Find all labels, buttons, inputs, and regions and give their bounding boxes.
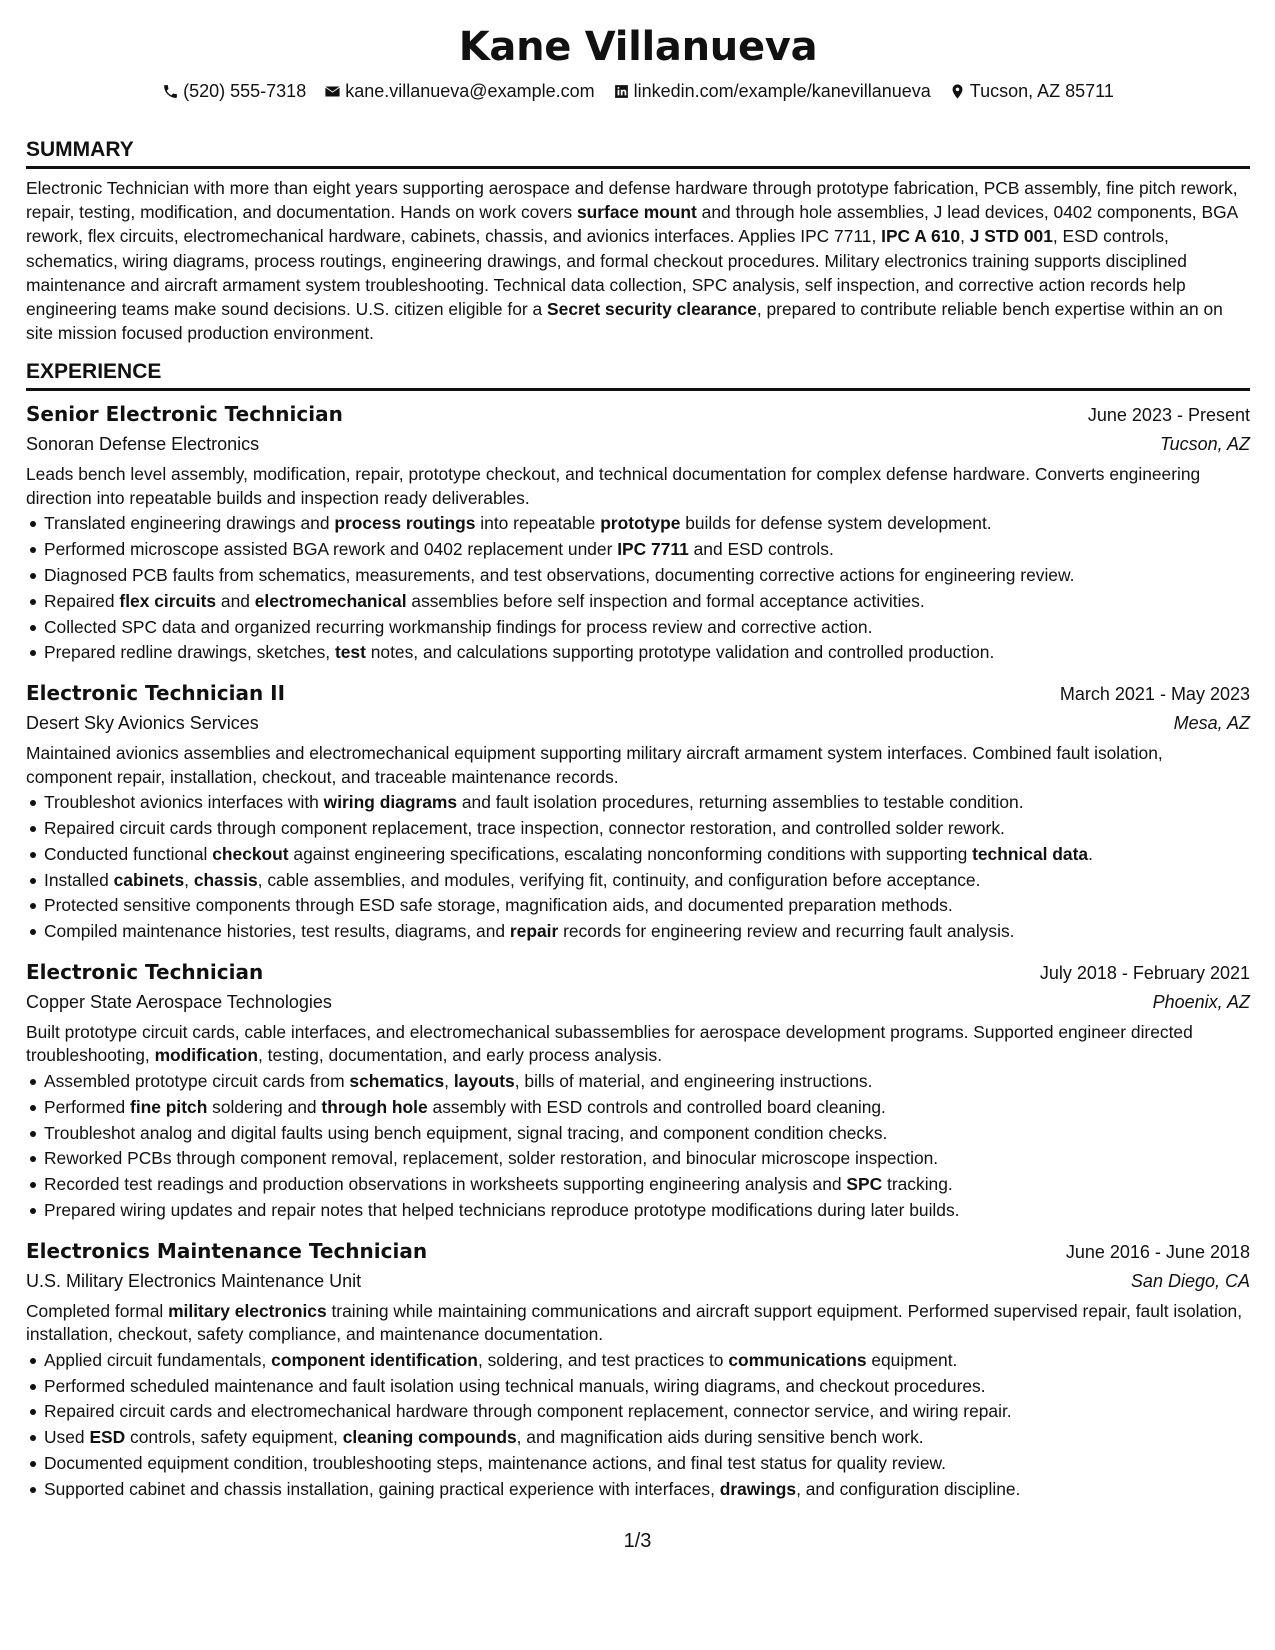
text-run: , [960, 226, 970, 247]
resume-page [26, 20, 1250, 1503]
text-run: training while maintaining communications and aircraft support equipment. Performed supervised repair, fault isolation, installation, checkout, safety compliance, and maintenance documentation. [26, 1300, 1243, 1345]
text-run: , and magnification aids during sensitive bench work. [516, 1427, 924, 1448]
bold-text: electromechanical [254, 590, 407, 611]
job-location: Tucson, AZ [1159, 434, 1250, 455]
text-run: Repaired circuit cards and electromechanical hardware through component replacement, connector service, and wiring repair. [44, 1401, 1012, 1422]
job-entry [26, 957, 1250, 1224]
job-bullets [26, 790, 1250, 945]
bold-text: process routings [334, 513, 476, 534]
text-run: equipment. [866, 1349, 958, 1370]
text-run: . [1088, 843, 1093, 864]
candidate-name: Kane Villanueva [458, 24, 818, 70]
job-location: San Diego, CA [1130, 1270, 1250, 1291]
bullet-item [44, 1348, 1250, 1374]
text-run: Installed [44, 869, 114, 890]
experience-list [26, 399, 1250, 1502]
bold-text: checkout [212, 843, 289, 864]
bullet-item [44, 1095, 1250, 1121]
text-run: , and configuration discipline. [796, 1478, 1021, 1499]
phone-text: (520) 555-7318 [183, 81, 307, 101]
envelope-icon [324, 83, 341, 100]
job-company: Sonoran Defense Electronics [26, 434, 260, 455]
bullet-item [44, 1425, 1250, 1451]
job-entry [26, 1236, 1250, 1503]
bold-text: technical data [972, 843, 1089, 864]
bullet-item [44, 589, 1250, 615]
text-run: records for engineering review and recurring fault analysis. [558, 921, 1015, 942]
job-company: Desert Sky Avionics Services [26, 713, 259, 734]
job-description [26, 1300, 1250, 1347]
linkedin-icon [613, 83, 630, 100]
text-run: , cable assemblies, and modules, verifying fit, continuity, and configuration before acceptance. [257, 869, 981, 890]
text-run: Repaired [44, 590, 120, 611]
text-run: against engineering specifications, escalating nonconforming conditions with supporting [288, 843, 973, 864]
bullet-item [44, 842, 1250, 868]
text-run: Troubleshot analog and digital faults using bench equipment, signal tracing, and component condition checks. [44, 1122, 888, 1143]
job-dates: March 2021 - May 2023 [1059, 684, 1250, 705]
bullet-item [44, 868, 1250, 894]
job-title: Electronic Technician II [26, 681, 286, 706]
job-title: Electronics Maintenance Technician [26, 1238, 428, 1263]
phone-icon [162, 83, 179, 100]
job-entry [26, 678, 1250, 945]
text-run: Performed microscope assisted BGA rework and 0402 replacement under [44, 539, 618, 560]
text-run: builds for defense system development. [680, 513, 992, 534]
text-run: Maintained avionics assemblies and electromechanical equipment supporting military aircraft armament system interfaces. Combined fault isolation, component repair, installation, checkout, and traceable maintenance records. [26, 743, 1163, 787]
text-run: notes, and calculations supporting prototype validation and controlled production. [365, 642, 995, 663]
text-run: Troubleshot avionics interfaces with [44, 792, 324, 813]
job-location: Mesa, AZ [1173, 713, 1250, 734]
bullet-item [44, 615, 1250, 641]
bold-text: Secret security clearance [547, 299, 757, 320]
text-run: Prepared redline drawings, sketches, [44, 642, 335, 663]
job-bullets [26, 1069, 1250, 1224]
bold-text: prototype [600, 513, 681, 534]
text-run: Completed formal [26, 1300, 169, 1321]
text-run: tracking. [882, 1174, 953, 1195]
bold-text: cabinets [113, 869, 185, 890]
bold-text: repair [509, 921, 559, 942]
page-number: 1/3 [623, 1530, 652, 1552]
experience-heading: EXPERIENCE [26, 359, 1250, 391]
text-run: , testing, documentation, and early process analysis. [257, 1045, 663, 1066]
bold-text: chassis [193, 869, 258, 890]
job-bullets [26, 511, 1250, 666]
text-run: Electronic Technician with more than eight years supporting aerospace and defense hardware through prototype fabrication, PCB assembly, fine pitch rework, repair, testing, modification, and documentation. Hands on work covers [26, 178, 1238, 223]
bullet-item [44, 1374, 1250, 1400]
text-run: and ESD controls. [688, 539, 834, 560]
job-bullets [26, 1348, 1250, 1503]
bullet-item [44, 1399, 1250, 1425]
bold-text: modification [154, 1045, 258, 1066]
bullet-item [44, 640, 1250, 666]
bold-text: IPC 7711 [617, 539, 689, 560]
text-run: Built prototype circuit cards, cable interfaces, and electromechanical subassemblies for aerospace development programs. Supported engineer directed troubleshooting, [26, 1021, 1193, 1066]
contact-bar [26, 78, 1250, 104]
job-dates: July 2018 - February 2021 [1039, 962, 1250, 983]
bold-text: cleaning compounds [342, 1427, 517, 1448]
job-dates: June 2023 - Present [1087, 405, 1250, 426]
map-pin-icon [949, 83, 966, 100]
bullet-item [44, 1451, 1250, 1477]
bold-text: IPC A 610 [881, 226, 961, 247]
summary-heading: SUMMARY [26, 137, 1250, 169]
text-run: controls, safety equipment, [125, 1427, 343, 1448]
text-run: , [184, 869, 194, 890]
bold-text: communications [728, 1349, 867, 1370]
bullet-item [44, 893, 1250, 919]
bold-text: flex circuits [119, 590, 217, 611]
job-dates: June 2016 - June 2018 [1065, 1241, 1250, 1262]
bold-text: layouts [453, 1070, 515, 1091]
bullet-item [44, 511, 1250, 537]
job-entry [26, 399, 1250, 666]
location-text: Tucson, AZ 85711 [969, 81, 1114, 101]
job-company: Copper State Aerospace Technologies [26, 991, 332, 1012]
text-run: assemblies before self inspection and formal acceptance activities. [406, 590, 925, 611]
text-run: Conducted functional [44, 843, 213, 864]
text-run: , bills of material, and engineering instructions. [514, 1070, 873, 1091]
bullet-item [44, 816, 1250, 842]
bold-text: military electronics [168, 1300, 327, 1321]
text-run: Applied circuit fundamentals, [44, 1349, 272, 1370]
bold-text: drawings [719, 1478, 797, 1499]
contact-phone[interactable] [162, 78, 306, 104]
bold-text: schematics [349, 1070, 445, 1091]
text-run: Supported cabinet and chassis installation, gaining practical experience with interfaces, [44, 1478, 720, 1499]
text-run: Compiled maintenance histories, test results, diagrams, and [44, 921, 510, 942]
bullet-item [44, 1069, 1250, 1095]
bullet-item [44, 919, 1250, 945]
text-run: , prepared to contribute reliable bench expertise within an on site mission focused production environment. [26, 299, 1223, 344]
bold-text: ESD [89, 1427, 126, 1448]
job-description [26, 463, 1250, 510]
text-run: Used [44, 1427, 90, 1448]
bold-text: J STD 001 [969, 226, 1053, 247]
bold-text: SPC [846, 1174, 883, 1195]
job-title: Senior Electronic Technician [26, 402, 343, 427]
bullet-item [44, 790, 1250, 816]
text-run: Performed scheduled maintenance and fault isolation using technical manuals, wiring diagrams, and checkout procedures. [44, 1375, 986, 1396]
text-run: Assembled prototype circuit cards from [44, 1070, 350, 1091]
text-run: Performed [44, 1096, 131, 1117]
text-run: Leads bench level assembly, modification, repair, prototype checkout, and technical documentation for complex defense hardware. Converts engineering direction into repeatable builds and inspection ready deliverables. [26, 464, 1201, 508]
contact-location [949, 78, 1114, 104]
text-run: Prepared wiring updates and repair notes that helped technicians reproduce prototype modifications during later builds. [44, 1199, 960, 1220]
bullet-item [44, 1121, 1250, 1147]
text-run: Translated engineering drawings and [44, 513, 335, 534]
bullet-item [44, 1172, 1250, 1198]
bullet-item [44, 563, 1250, 589]
text-run: Collected SPC data and organized recurring workmanship findings for process review and corrective action. [44, 616, 873, 637]
job-description [26, 742, 1250, 789]
bold-text: surface mount [577, 202, 697, 223]
bullet-item [44, 1477, 1250, 1503]
bold-text: wiring diagrams [323, 792, 458, 813]
bullet-item [44, 1146, 1250, 1172]
bullet-item [44, 537, 1250, 563]
text-run: Diagnosed PCB faults from schematics, measurements, and test observations, documenting corrective actions for engineering review. [44, 565, 1075, 586]
text-run: , ESD controls, schematics, wiring diagrams, process routings, engineering drawings, and formal checkout procedures. Military electronics training supports disciplined maintenance and aircraft armament system troubleshooting. Technical data collection, SPC analysis, self inspection, and corrective action records help engineering teams make sound decisions. U.S. citizen eligible for a [26, 226, 1187, 320]
text-run: Documented equipment condition, troubleshooting steps, maintenance actions, and final test status for quality review. [44, 1452, 946, 1473]
linkedin-text: linkedin.com/example/kanevillanueva [633, 81, 931, 101]
text-run: assembly with ESD controls and controlled board cleaning. [427, 1096, 886, 1117]
text-run: Recorded test readings and production observations in worksheets supporting engineering analysis and [44, 1174, 847, 1195]
text-run: Reworked PCBs through component removal, replacement, solder restoration, and binocular microscope inspection. [44, 1148, 939, 1169]
bold-text: fine pitch [130, 1096, 208, 1117]
text-run: into repeatable [475, 513, 601, 534]
text-run: and fault isolation procedures, returning assemblies to testable condition. [457, 792, 1024, 813]
bold-text: test [334, 642, 366, 663]
contact-email[interactable] [324, 78, 594, 104]
text-run: , soldering, and test practices to [477, 1349, 729, 1370]
bullet-item [44, 1198, 1250, 1224]
bold-text: component identification [271, 1349, 478, 1370]
text-run: and through hole assemblies, J lead devices, 0402 components, BGA rework, flex circuits, electromechanical hardware, cabinets, chassis, and avionics interfaces. Applies IPC 7711, [26, 202, 1238, 247]
email-text: kane.villanueva@example.com [345, 81, 595, 101]
job-title: Electronic Technician [26, 959, 264, 984]
text-run: Repaired circuit cards through component replacement, trace inspection, connector restoration, and controlled solder rework. [44, 818, 1005, 838]
job-company: U.S. Military Electronics Maintenance Unit [26, 1270, 362, 1291]
contact-linkedin[interactable] [613, 78, 931, 104]
bold-text: through hole [321, 1096, 428, 1117]
job-description [26, 1021, 1250, 1068]
job-location: Phoenix, AZ [1152, 991, 1250, 1012]
text-run: soldering and [207, 1096, 322, 1117]
summary-paragraph [26, 176, 1250, 345]
text-run: and [216, 590, 255, 611]
text-run: , [444, 1070, 454, 1091]
text-run: Protected sensitive components through ESD safe storage, magnification aids, and documented preparation methods. [44, 895, 953, 916]
